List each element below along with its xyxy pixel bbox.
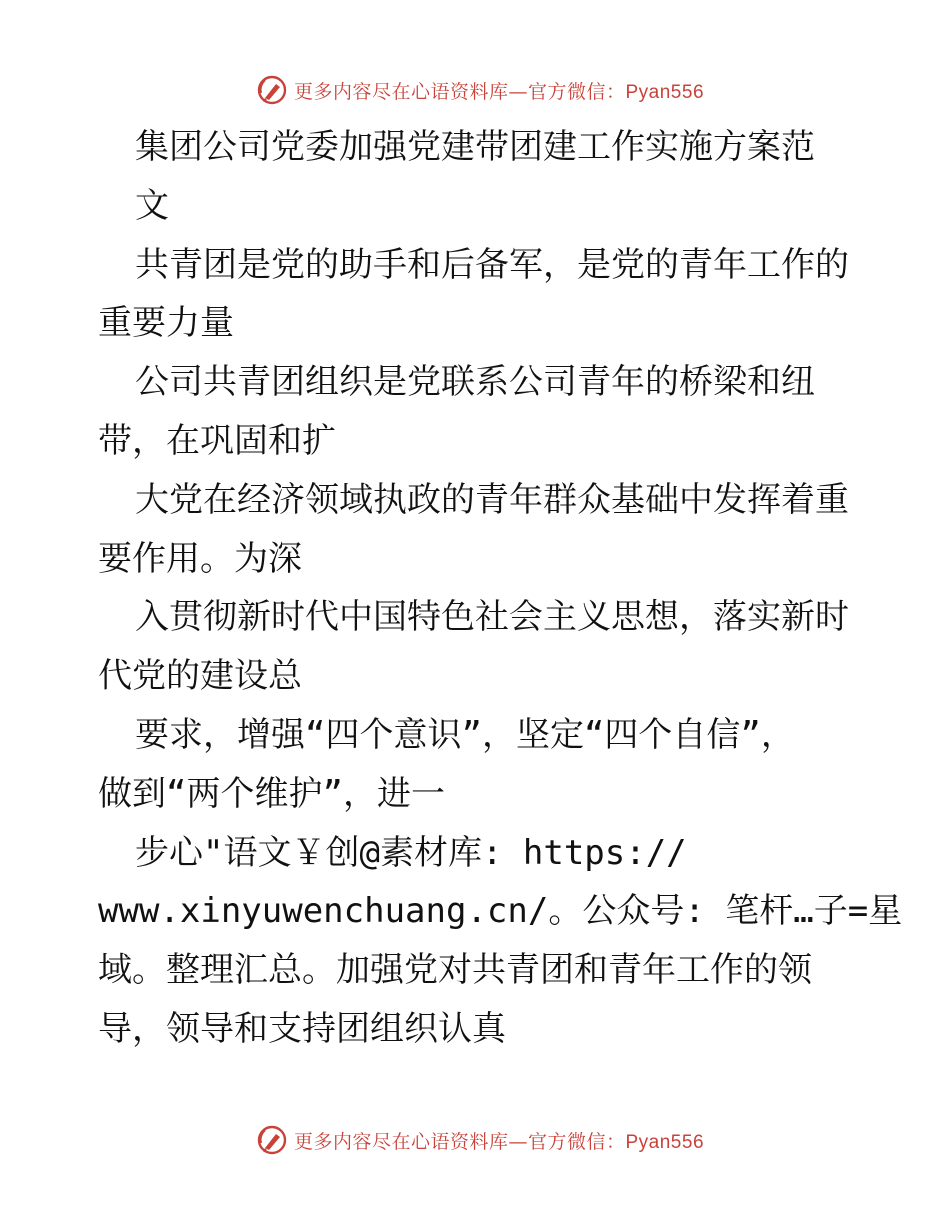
header-watermark-inner — [256, 74, 704, 106]
pen-logo-icon — [256, 74, 288, 106]
watermark-wechat-label: 官方微信： — [527, 1130, 626, 1153]
watermark-wechat-label: 官方微信： — [527, 80, 626, 103]
document-line: 步心"语文￥创@素材库: https:// — [135, 832, 687, 873]
watermark-site-text: 更多内容尽在心语资料库 — [293, 80, 509, 103]
watermark-text — [294, 1127, 704, 1154]
document-line: www.xinyuwenchuang.cn/。公众号: 笔杆…子=星 — [98, 891, 903, 932]
document-line: 带，在巩固和扩 — [98, 420, 336, 461]
watermark-wechat-id: Pyan556 — [625, 1131, 705, 1153]
document-line: 文 — [135, 185, 169, 226]
document-line: 公司共青团组织是党联系公司青年的桥梁和纽 — [135, 362, 815, 403]
watermark-separator: — — [508, 1130, 528, 1153]
document-line: 集团公司党委加强党建带团建工作实施方案范 — [135, 127, 815, 167]
footer-watermark — [0, 1120, 950, 1160]
document-line: 导，领导和支持团组织认真 — [98, 1008, 506, 1049]
watermark-wechat-id: Pyan556 — [625, 81, 705, 103]
document-body — [98, 118, 903, 1059]
watermark-site-text: 更多内容尽在心语资料库 — [293, 1130, 509, 1153]
watermark-separator: — — [508, 80, 528, 103]
document-line: 域。整理汇总。加强党对共青团和青年工作的领 — [98, 950, 812, 991]
document-line: 要作用。为深 — [98, 538, 302, 579]
document-line: 入贯彻新时代中国特色社会主义思想，落实新时 — [135, 597, 849, 638]
pen-logo-icon — [256, 1124, 288, 1156]
footer-watermark-inner — [256, 1124, 704, 1156]
document-line: 大党在经济领域执政的青年群众基础中发挥着重 — [135, 479, 849, 520]
document-line: 重要力量 — [98, 303, 234, 344]
document-line: 要求，增强“四个意识”，坚定“四个自信”， — [135, 714, 795, 755]
header-watermark — [0, 70, 950, 110]
document-line: 代党的建设总 — [98, 656, 302, 697]
watermark-text — [294, 77, 704, 104]
document-line: 共青团是党的助手和后备军，是党的青年工作的 — [135, 244, 849, 285]
document-line: 做到“两个维护”，进一 — [98, 773, 445, 814]
